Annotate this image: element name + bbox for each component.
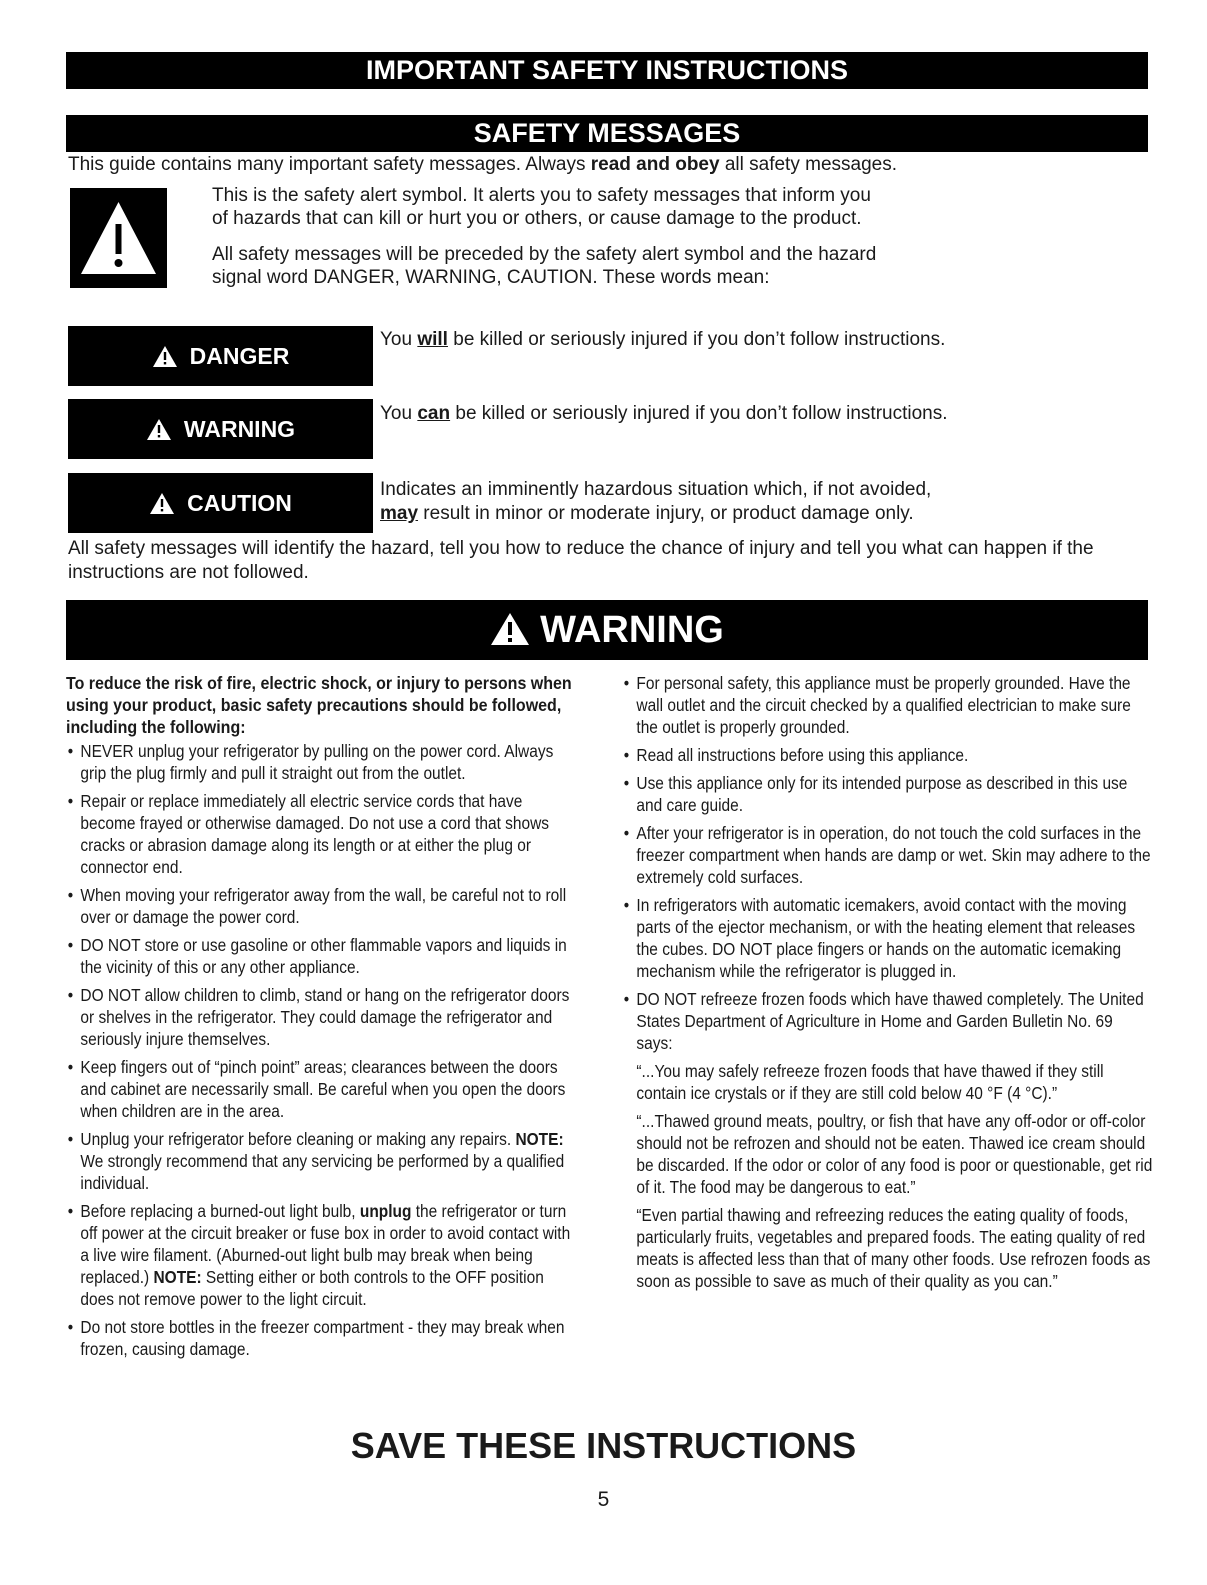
warning-triangle-icon xyxy=(149,492,175,515)
list-item: • DO NOT store or use gasoline or other flammable vapors and liquids in the vicinity of this or any other appliance. xyxy=(66,934,575,978)
right-column xyxy=(622,672,1153,1298)
list-item: • Keep fingers out of “pinch point” areas; clearances between the doors and cabinet are necessarily small. Be careful when you open the doors when children are in the area. xyxy=(66,1056,575,1122)
alert-description-4: signal word DANGER, WARNING, CAUTION. These words mean: xyxy=(212,267,770,288)
caution-description-1: Indicates an imminently hazardous situation which, if not avoided, xyxy=(380,479,932,500)
list-item: • Read all instructions before using this appliance. xyxy=(622,744,1153,766)
warning-triangle-icon xyxy=(146,418,172,441)
quote-paragraph: “Even partial thawing and refreezing reduces the eating quality of foods, particularly fruits, vegetables and prepared foods. The eating quality of red meats is affected less than that of many other foods. Use refrozen foods as soon as possible to save as much of their quality as you can.” xyxy=(636,1205,1151,1291)
list-item: • Do not store bottles in the freezer compartment - they may break when frozen, causing damage. xyxy=(66,1316,575,1360)
quote-paragraph: “...Thawed ground meats, poultry, or fish that have any off-odor or off-color should not be refrozen and should not be eaten. Thawed ice cream should be discarded. If the odor or color of any food is poor or questionable, get rid of it. The food may be dangerous to eat.” xyxy=(636,1111,1153,1197)
safety-alert-icon xyxy=(70,188,167,288)
lead-paragraph: To reduce the risk of fire, electric shock, or injury to persons when using your product, basic safety precautions should be followed, including the following: xyxy=(66,673,572,737)
page-number: 5 xyxy=(597,1488,610,1511)
warning-triangle-icon xyxy=(152,345,178,368)
list-item: • Unplug your refrigerator before cleaning or making any repairs. NOTE: We strongly recommend that any servicing be performed by a qualified individual. xyxy=(66,1128,575,1194)
list-item: • NEVER unplug your refrigerator by pulling on the power cord. Always grip the plug firmly and pull it straight out from the outlet. xyxy=(66,740,575,784)
danger-label: DANGER xyxy=(68,326,373,386)
caution-label: CAUTION xyxy=(68,473,373,533)
alert-description-1: This is the safety alert symbol. It alerts you to safety messages that inform you xyxy=(212,185,871,206)
list-item: • DO NOT allow children to climb, stand or hang on the refrigerator doors or shelves in the refrigerator. They could damage the refrigerator and seriously injure themselves. xyxy=(66,984,575,1050)
section-title: SAFETY MESSAGES xyxy=(66,115,1148,152)
save-instructions-heading: SAVE THESE INSTRUCTIONS xyxy=(350,1425,857,1466)
warning-label: WARNING xyxy=(68,399,373,459)
warning-triangle-icon xyxy=(490,612,530,646)
caution-description-2: may result in minor or moderate injury, or product damage only. xyxy=(380,503,914,524)
list-item: • Repair or replace immediately all electric service cords that have become frayed or otherwise damaged. Do not use a cord that shows cracks or abrasion damage along its length or at either the plug or connector end. xyxy=(66,790,575,878)
list-item: • Use this appliance only for its intended purpose as described in this use and care guide. xyxy=(622,772,1153,816)
alert-description-3: All safety messages will be preceded by the safety alert symbol and the hazard xyxy=(212,244,877,265)
alert-description-2: of hazards that can kill or hurt you or others, or cause damage to the product. xyxy=(212,208,862,229)
intro-text: This guide contains many important safety messages. Always read and obey all safety messages. xyxy=(68,154,897,175)
list-item: • After your refrigerator is in operation, do not touch the cold surfaces in the freezer compartment when hands are damp or wet. Skin may adhere to the extremely cold surfaces. xyxy=(622,822,1153,888)
quote-paragraph: “...You may safely refreeze frozen foods that have thawed if they still contain ice crystals or if they are still cold below 40 °F (4 °C).” xyxy=(636,1061,1104,1103)
page-title: IMPORTANT SAFETY INSTRUCTIONS xyxy=(66,52,1148,89)
warning-banner: WARNING xyxy=(66,600,1148,660)
left-column xyxy=(66,672,575,1366)
list-item: • When moving your refrigerator away from the wall, be careful not to roll over or damage the power cord. xyxy=(66,884,575,928)
list-item: • For personal safety, this appliance must be properly grounded. Have the wall outlet and the circuit checked by a qualified electrician to make sure the outlet is properly grounded. xyxy=(622,672,1153,738)
warning-description: You can be killed or seriously injured if you don’t follow instructions. xyxy=(380,403,948,424)
list-item: • Before replacing a burned-out light bulb, unplug the refrigerator or turn off power at the circuit breaker or fuse box in order to avoid contact with a live wire filament. (Aburned-out light bulb may break when being replaced.) NOTE: Setting either or both controls to the OFF position does not remove power to the light circuit. xyxy=(66,1200,575,1310)
list-item: • DO NOT refreeze frozen foods which have thawed completely. The United States Department of Agriculture in Home and Garden Bulletin No. 69 says: xyxy=(622,988,1153,1054)
list-item: • In refrigerators with automatic icemakers, avoid contact with the moving parts of the ejector mechanism, or with the heating element that releases the cubes. DO NOT place fingers or hands on the automatic icemaking mechanism while the refrigerator is plugged in. xyxy=(622,894,1153,982)
danger-description: You will be killed or seriously injured if you don’t follow instructions. xyxy=(380,329,946,350)
safety-summary: All safety messages will identify the hazard, tell you how to reduce the chance of injury and tell you what can happen if the instructions are not followed. xyxy=(68,538,1094,583)
